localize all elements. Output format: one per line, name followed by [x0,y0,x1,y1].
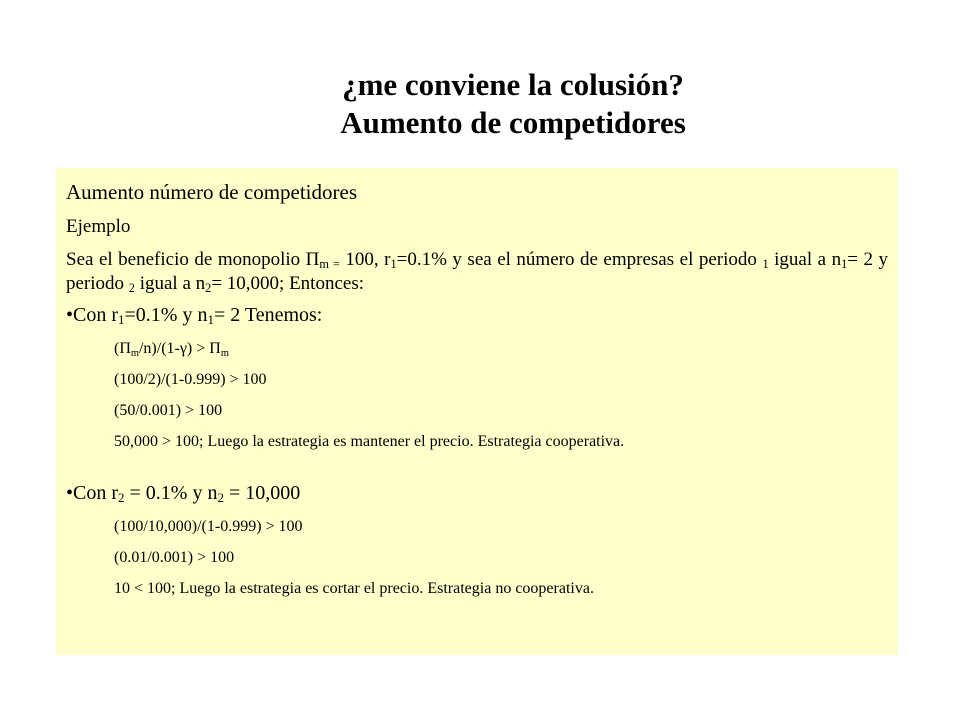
example-paragraph [66,248,888,296]
text-segment: igual a n [134,273,206,294]
subscript: m [130,348,139,359]
case2-conclusion: 10 < 100; Luego la estrategia es cortar el precio. Estrategia no cooperativa. [114,580,594,597]
slide-title [0,66,960,142]
case2-bullet [66,480,888,506]
title-line-1: ¿me conviene la colusión? [342,67,684,102]
text-segment: =0.1% y sea el número de empresas el periodo [396,249,763,270]
text-segment: •Con r [66,304,119,326]
subscript: 2 [118,490,125,505]
case2-formula-1: (100/10,000)/(1-0.999) > 100 [114,518,303,535]
subscript: 2 [128,281,135,295]
section-heading: Aumento número de competidores [66,180,358,204]
subscript: 1 [207,312,214,327]
case1-bullet [66,302,888,328]
text-segment: igual a n [768,249,842,270]
text-segment: Sea el beneficio de monopolio Π [66,249,320,270]
text-segment: (Π [114,340,131,357]
text-segment: = 2 Tenemos: [213,304,323,326]
case1-formula-3: (50/0.001) > 100 [114,402,223,419]
content-box [56,168,898,655]
case2-formula-2: (0.01/0.001) > 100 [114,549,235,566]
subscript: 2 [217,490,224,505]
text-segment: 100, r [339,249,391,270]
subscript: 1 [762,257,769,271]
text-segment: = 0.1% y n [124,482,218,504]
subscript: 1 [841,257,848,271]
example-label: Ejemplo [66,216,131,237]
subscript: 1 [390,257,397,271]
subscript: m = [319,257,340,271]
text-segment: /n)/(1-γ) > Π [138,340,221,357]
text-segment: = 2 y periodo [66,249,888,294]
text-segment: = 10,000; Entonces: [211,273,364,294]
case1-formula-2: (100/2)/(1-0.999) > 100 [114,371,267,388]
text-segment: =0.1% y n [124,304,208,326]
title-line-2: Aumento de competidores [340,105,686,140]
case1-conclusion: 50,000 > 100; Luego la estrategia es mantener el precio. Estrategia cooperativa. [114,433,625,450]
case1-formula-1 [114,339,888,359]
text-segment: = 10,000 [223,482,301,504]
subscript: m [220,348,229,359]
subscript: 2 [205,281,212,295]
subscript: 1 [118,312,125,327]
text-segment: •Con r [66,482,119,504]
